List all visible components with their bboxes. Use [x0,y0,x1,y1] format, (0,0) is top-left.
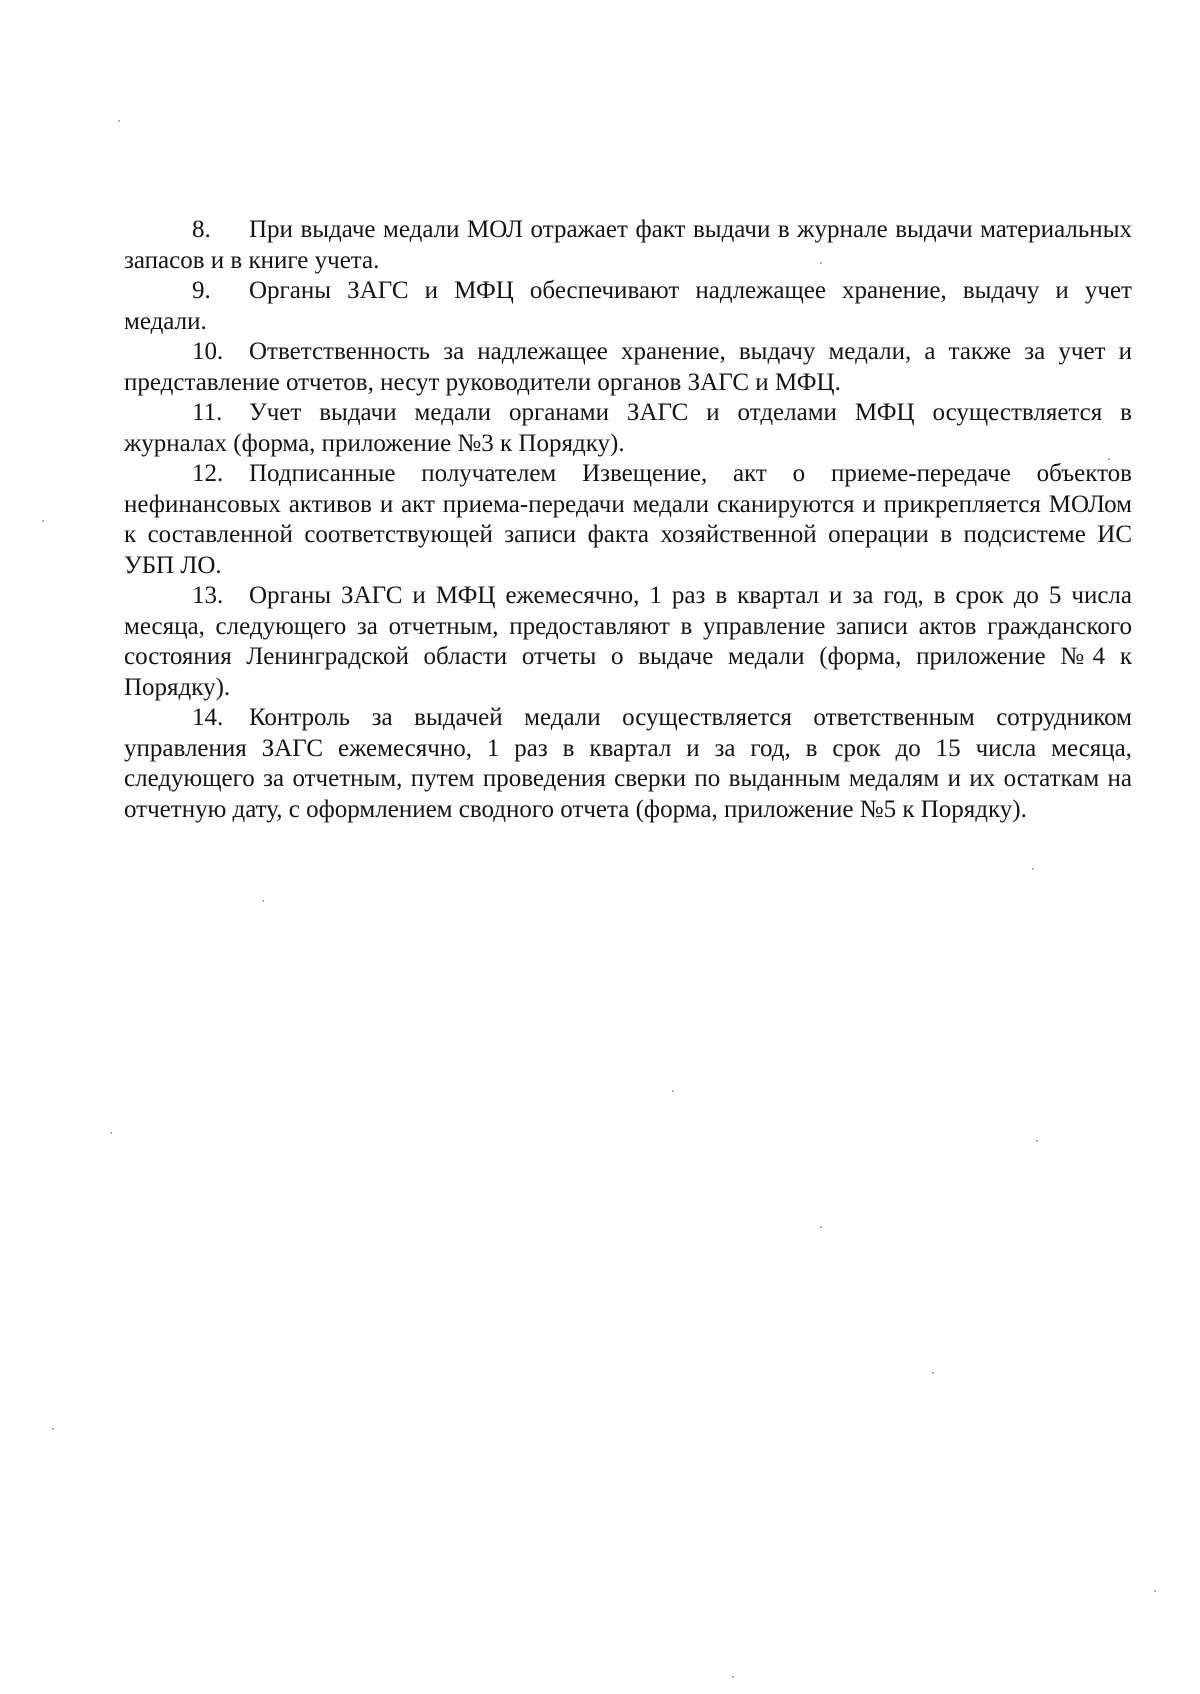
paragraph-13 [124,581,1132,703]
scan-speck [732,1676,734,1678]
scan-speck [262,900,264,902]
paragraph-number: 9. [192,277,211,304]
scan-speck [1036,1140,1038,1142]
scan-speck [52,1428,54,1430]
paragraph-text: Ответственность за надлежащее хранение, выдачу медали, а также за учет и представление отчетов, несут руководители органов ЗАГС и МФЦ. [124,338,1132,396]
scan-speck [42,520,44,522]
paragraph-text: Подписанные получателем Извещение, акт о приеме-передаче объектов нефинансовых активов и акт приема-передачи медали сканируются и прикрепляется МОЛом к составленной соответствующей записи факта хозяйственной операции в подсистеме ИС УБП ЛО. [124,460,1132,579]
document-body [124,215,1132,825]
paragraph-number: 10. [192,338,224,365]
scan-speck [110,1132,112,1134]
paragraph-14 [124,703,1132,825]
paragraph-11 [124,398,1132,459]
scan-speck [1108,458,1110,460]
paragraph-number: 13. [192,582,224,609]
scan-speck [118,120,120,122]
paragraph-number: 14. [192,704,224,731]
scan-speck [820,1226,822,1228]
scan-speck [820,262,822,264]
paragraph-text: Контроль за выдачей медали осуществляется ответственным сотрудником управления ЗАГС ежемесячно, 1 раз в квартал и за год, в срок до 15 числа месяца, следующего за отчетным, путем проведения сверки по выданным медалям и их остаткам на отчетную дату, с оформлением сводного отчета (форма, приложение №5 к Порядку). [124,704,1132,823]
paragraph-text: Органы ЗАГС и МФЦ обеспечивают надлежащее хранение, выдачу и учет медали. [124,277,1132,335]
paragraph-number: 8. [192,216,211,243]
scan-speck [1154,1590,1156,1592]
paragraph-number: 12. [192,460,224,487]
scan-speck [672,1090,674,1092]
paragraph-number: 11. [192,399,223,426]
paragraph-10 [124,337,1132,398]
scan-speck [932,1372,934,1374]
paragraph-8 [124,215,1132,276]
paragraph-text: Органы ЗАГС и МФЦ ежемесячно, 1 раз в квартал и за год, в срок до 5 числа месяца, следующего за отчетным, предоставляют в управление записи актов гражданского состояния Ленинградской области отчеты о выдаче медали (форма, приложение №4 к Порядку). [124,582,1132,701]
paragraph-text: При выдаче медали МОЛ отражает факт выдачи в журнале выдачи материальных запасов и в книге учета. [124,216,1132,274]
scan-speck [1032,868,1034,870]
paragraph-12 [124,459,1132,581]
paragraph-text: Учет выдачи медали органами ЗАГС и отделами МФЦ осуществляется в журналах (форма, приложение №3 к Порядку). [124,399,1132,457]
paragraph-9 [124,276,1132,337]
